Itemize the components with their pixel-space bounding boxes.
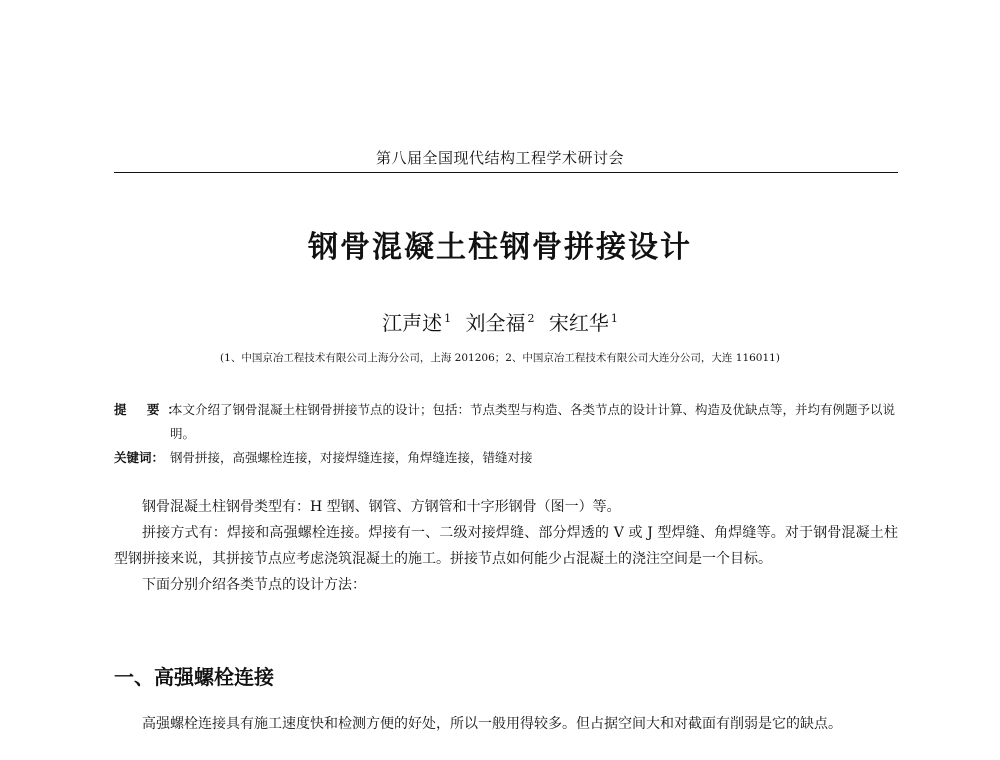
paragraph: 拼接方式有：焊接和高强螺栓连接。焊接有一、二级对接焊缝、部分焊透的 V 或 J 型焊缝、角焊缝等。对于钢骨混凝土柱型钢拼接来说，其拼接节点应考虑浇筑混凝土的施工。拼接节点如何能少占混凝土的浇注空间是一个目标。 xyxy=(114,525,898,567)
conference-header: 第八届全国现代结构工程学术研讨会 xyxy=(375,149,624,167)
author-1 xyxy=(382,311,451,335)
paragraph: 钢骨混凝土柱钢骨类型有：H 型钢、钢管、方钢管和十字形钢骨（图一）等。 xyxy=(142,499,621,515)
author-name: 刘全福 xyxy=(465,311,526,335)
author-affil-mark: 1 xyxy=(610,312,618,325)
section-heading: 一、高强螺栓连接 xyxy=(114,665,274,689)
author-3 xyxy=(549,311,618,335)
abstract-text: 本文介绍了钢骨混凝土柱钢骨拼接节点的设计；包括：节点类型与构造、各类节点的设计计算、构造及优缺点等，并均有例题予以说明。 xyxy=(170,402,896,441)
paper-title: 钢骨混凝土柱钢骨拼接设计 xyxy=(308,230,692,265)
author-name: 江声述 xyxy=(382,311,443,335)
intro-body xyxy=(114,494,898,598)
paragraph: 下面分别介绍各类节点的设计方法： xyxy=(142,577,366,593)
author-2 xyxy=(466,311,535,335)
abstract-row xyxy=(114,398,898,446)
author-affil-mark: 1 xyxy=(444,312,452,325)
abstract-block xyxy=(114,398,898,470)
section-body xyxy=(114,711,898,737)
abstract-label: 提 要： xyxy=(114,402,188,417)
header-rule xyxy=(114,172,898,173)
affiliations: (1、中国京冶工程技术有限公司上海分公司，上海 201206；2、中国京冶工程技术有限公司大连分公司，大连 116011) xyxy=(220,352,780,364)
keywords-text: 钢骨拼接，高强螺栓连接，对接焊缝连接，角焊缝连接，错缝对接 xyxy=(170,450,533,465)
author-affil-mark: 2 xyxy=(527,312,535,325)
author-line xyxy=(0,307,1000,336)
author-name: 宋红华 xyxy=(548,311,609,335)
paragraph: 高强螺栓连接具有施工速度快和检测方便的好处，所以一般用得较多。但占据空间大和对截面有削弱是它的缺点。 xyxy=(142,716,842,732)
keywords-label: 关键词： xyxy=(114,450,165,465)
keywords-row xyxy=(114,446,898,470)
